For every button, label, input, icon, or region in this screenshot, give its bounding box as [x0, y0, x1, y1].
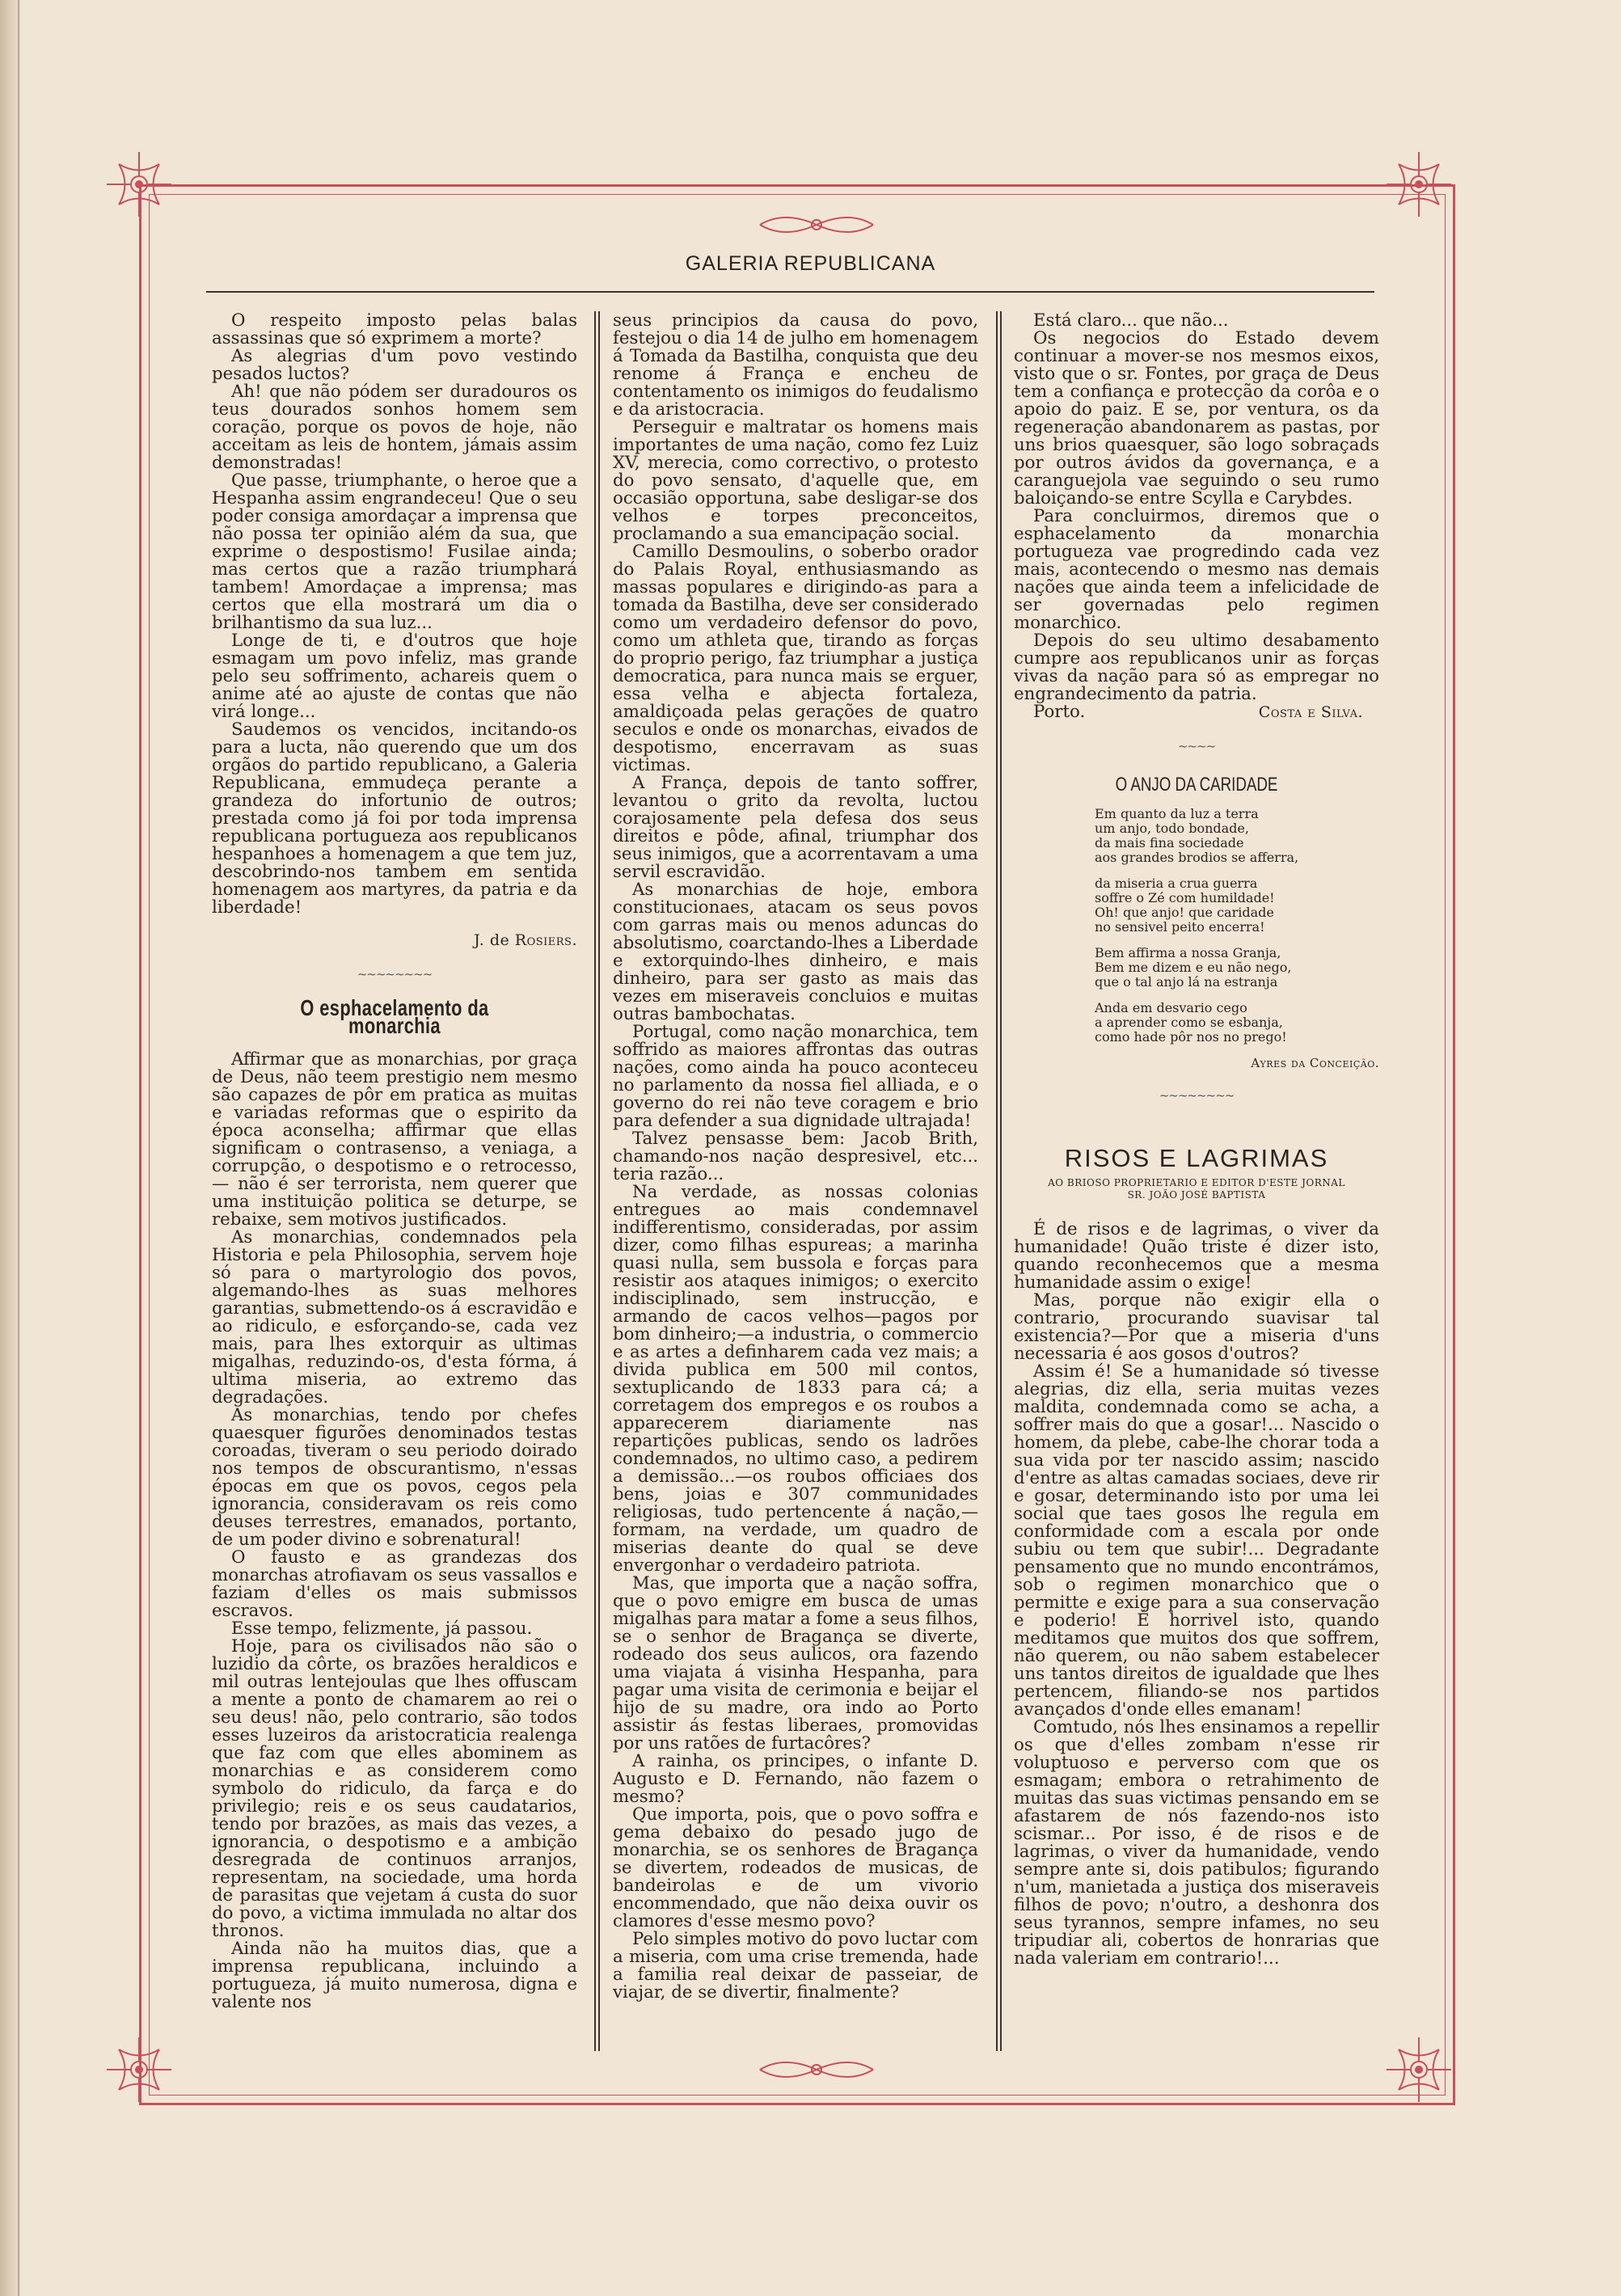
- paragraph: A França, depois de tanto soffrer, levantou o grito da revolta, luctou corajosamente pela defesa dos seus direitos e pôde, afinal, triumphar dos seus inimigos, que a acorrentavam a uma servil escravidão.: [613, 773, 978, 882]
- paragraph: Comtudo, nós lhes ensinamos a repellir os que d'elles zombam n'esse rir voluptuoso e perverso com que os esmagam; embora o retrahimento de muitas das suas victimas pensando em se afastarem de nós fazendo-nos isto scismar... Por isso, é de risos e de lagrimas, o viver da humanidade, vendo sempre ante si, dois patibulos; figurando n'um, manietada a justiça dos miseraveis filhos de povo; n'outro, a deshonra dos seus tyrannos, sempre infames, no seu tripudiar ali, cobertos de honrarias que nada valeriam em contrario!...: [1014, 1717, 1379, 1969]
- poem-title: O ANJO DA CARIDADE: [1115, 774, 1278, 796]
- paragraph: Mas, porque não exigir ella o contrario, procurando suavisar tal existencia?—Por que a miseria d'uns necessaria é aos gosos d'outros?: [1014, 1290, 1379, 1364]
- paragraph: Portugal, como nação monarchica, tem soffrido as maiores affrontas das outras nações, como ainda ha pouco aconteceu no parlamento da nossa fiel alliada, e o governo do rei não teve coragem e brio para defender a sua dignidade ultrajada!: [613, 1022, 978, 1131]
- paragraph: Que passe, triumphante, o heroe que a Hespanha assim engrandeceu! Que o seu poder consiga amordaçar a imprensa que não possa ter opinião além da sua, que exprime o despostismo! Fusilae ainda; mas certos que a razão triumphará tambem! Amordaçae a imprensa; mas certos que ella mostrará um dia o brilhantismo da sua luz...: [212, 471, 577, 633]
- section-divider: ~~~~: [1177, 739, 1216, 753]
- poem-line: da miseria a crua guerra: [1095, 876, 1258, 891]
- article-signature: [212, 931, 577, 949]
- poem-line: aos grandes brodios se afferra,: [1095, 850, 1299, 865]
- poem-line: que o tal anjo lá na estranja: [1095, 974, 1278, 990]
- paragraph: As monarchias, condemnados pela Historia e pela Philosophia, servem hoje só para o martyrologio dos povos, algemando-lhes as suas melhores garantias, submettendo-os á escravidão e ao ridiculo, e esforçando-se, cada vez mais, para lhes extorquir as ultimas migalhas, reduzindo-os, d'esta fórma, á ultima miseria, ao extremo das degradações.: [212, 1227, 577, 1408]
- poem-line: um anjo, todo bondade,: [1095, 821, 1249, 836]
- paragraph: Assim é! Se a humanidade só tivesse alegrias, diz ella, seria muitas vezes maldita, condemnada como se acha, a soffrer mais do que a gosar!... Nascido o homem, da plebe, cabe-lhe chorar toda a sua vida por ter nascido assim; nascido d'entre as altas camadas sociaes, deve rir e gosar, determinando isto por uma lei social que taes gosos lhe regula em conformidade com a escala por onde subiu ou tem que subir!... Degradante pensamento que no mundo encontrámos, sob o regimen monarchico que o permitte e exige para a sua conservação e poderio! É horrivel isto, quando meditamos que muitos dos que soffrem, não querem, ou não sabem estabelecer uns tantos direitos de igualdade que lhes pertencem, filiando-se nos partidos avançados d'onde elles emanam!: [1014, 1361, 1379, 1720]
- binding-edge: [18, 0, 19, 2296]
- paragraph: Mas, que importa que a nação soffra, que o povo emigre em busca de umas migalhas para matar a fome a seus filhos, se o senhor de Bragança se diverte, rodeado dos seus aulicos, ora fazendo uma viajata á visinha Hespanha, para pagar uma visita de cerimonia e beijar el hijo de su madre, ora indo ao Porto assistir ás festas liberaes, promovidas por uns ratões de furtacôres?: [613, 1573, 978, 1754]
- paragraph: Perseguir e maltratar os homens mais importantes de uma nação, como fez Luiz XV, merecia, como correctivo, o protesto do povo sensato, d'aquelle que, em occasião opportuna, sabe desligar-se dos velhos e torpes preconceitos, proclamando a sua emancipação social.: [613, 417, 978, 544]
- corner-flourish-icon: [1382, 148, 1455, 221]
- paragraph: Hoje, para os civilisados não são o luzidio da côrte, os brazões heraldicos e mil outras lentejoulas que lhes offuscam a mente a ponto de chamarem ao rei o seu deus! não, pelo contrario, são todos esses luzeiros da aristocraticia realenga que faz com que elles abominem as monarchias e as considerem como symbolo do ridiculo, da farça e do privilegio; reis e os seus caudatarios, tendo por brazões, as mais das vezes, a ignorancia, o despotismo e a ambição desregrada de continuos arranjos, representam, na sociedade, uma horda de parasitas que vejetam á custa do suor do povo, a victima immulada no altar dos thronos.: [212, 1636, 577, 1941]
- column-rule: [594, 311, 596, 2051]
- scroll-ornament-icon: [752, 2053, 881, 2086]
- paragraph: Ainda não ha muitos dias, que a imprensa republicana, incluindo a portugueza, já muito numerosa, digna e valente nos: [212, 1939, 577, 2012]
- article-title: RISOS E LAGRIMAS: [1064, 1144, 1329, 1172]
- dateline: [1014, 703, 1379, 721]
- paragraph: Na verdade, as nossas colonias entregues ao mais condemnavel indifferentismo, consideradas, por assim dizer, como filhas espureas; a marinha quasi nulla, sem bussola e forças para resistir aos ataques inimigos; o exercito indisciplinado, sem instrucção, e armando de cacos velhos—pagos por bom dinheiro;—a industria, o commercio e as artes a definharem cada vez mais; a divida publica em 500 mil contos, sextuplicando de 1833 para cá; a corretagem dos empregos e os roubos a apparecerem diariamente nas repartições publicas, sendo os ladrões condemnados, no ultimo caso, a pedirem a demissão...—os roubos officiaes dos bens, joias e 307 communidades religiosas, tudo pertencente á nação,—formam, na verdade, um quadro de miserias deante do qual se deve envergonhar o verdadeiro patriota.: [613, 1182, 978, 1576]
- column-rule: [1000, 311, 1002, 2051]
- paragraph: As alegrias d'um povo vestindo pesados luctos?: [212, 346, 577, 384]
- author-signature: Costa e Silva.: [1258, 703, 1363, 721]
- paragraph: Longe de ti, e d'outros que hoje esmagam um povo infeliz, mas grande pelo seu soffrimento, achareis quem o anime até ao ajuste de contas que não virá longe...: [212, 631, 577, 722]
- paragraph: Talvez pensasse bem: Jacob Brith, chamando-nos nação despresivel, etc... teria razão...: [613, 1129, 978, 1184]
- section-divider: ~~~~~~~~: [357, 967, 433, 981]
- column-3: [1014, 312, 1379, 1968]
- corner-flourish-icon: [103, 148, 175, 221]
- corner-flourish-icon: [1382, 2033, 1455, 2106]
- poem-line: soffre o Zé com humildade!: [1095, 890, 1275, 905]
- dedication-line: SR. JOÃO JOSÉ BAPTISTA: [1127, 1189, 1266, 1201]
- signature-name: Rosiers.: [514, 931, 577, 949]
- poem-line: a aprender como se esbanja,: [1095, 1015, 1283, 1030]
- paragraph: Para concluirmos, diremos que o esphacelamento da monarchia portugueza vae progredindo cada vez mais, acontecendo o mesmo nas demais nações que ainda teem a infelicidade de ser governadas pelo regimen monarchico.: [1014, 506, 1379, 633]
- paragraph: seus principios da causa do povo, festejou o dia 14 de julho em homenagem á Tomada da Bastilha, conquista que deu renome á França e encheu de contentamento os inimigos do feudalismo e da aristocracia.: [613, 310, 978, 420]
- poem-line: Anda em desvario cego: [1095, 1000, 1247, 1015]
- column-rule: [598, 311, 600, 2051]
- paragraph: Saudemos os vencidos, incitando-os para a lucta, não querendo que um dos orgãos do partido republicano, a Galeria Republicana, emmudeça perante a grandeza do infortunio de outros; prestada como já foi por toda imprensa republicana portugueza aos republicanos hespanhoes a homenagem a que tem juz, descobrindo-nos tambem em sentida homenagem aos martyres, da patria e da liberdade!: [212, 720, 577, 918]
- paragraph: Camillo Desmoulins, o soberbo orador do Palais Royal, enthusiasmando as massas populares e dirigindo-as para a tomada da Bastilha, deve ser considerado como um verdadeiro defensor do povo, como um athleta que, tirando as forças do proprio perigo, faz triumphar a justiça democratica, para nunca mais se erguer, essa velha e abjecta fortaleza, amaldiçoada pelas gerações de quatro seculos e onde os monarchas, eivados de despotismo, encerravam as suas victimas.: [613, 542, 978, 775]
- poem-stanza: [1095, 876, 1379, 935]
- paragraph: A rainha, os principes, o infante D. Augusto e D. Fernando, não fazem o mesmo?: [613, 1751, 978, 1807]
- place: Porto.: [1033, 702, 1086, 722]
- column-1: [212, 312, 577, 2011]
- paragraph: Ah! que não pódem ser duradouros os teus dourados sonhos homem sem coração, porque os povos de hoje, não acceitam as leis de hontem, jámais assim demonstradas!: [212, 382, 577, 473]
- paragraph: As monarchias de hoje, embora constitucionaes, atacam os seus povos com garras mais ou menos aduncas do absolutismo, coarctando-lhes a Liberdade e extorquindo-lhes dinheiro, e mais dinheiro, para ser gasto as mais das vezes em miseraveis concluios e muitas outras bambochatas.: [613, 880, 978, 1024]
- paragraph: Está claro... que não...: [1033, 310, 1229, 331]
- poem-line: como hade pôr nos no prego!: [1095, 1029, 1287, 1045]
- signature-initial: J. de: [474, 931, 515, 949]
- dedication: [1014, 1177, 1379, 1201]
- paragraph: Pelo simples motivo do povo luctar com a miseria, com uma crise tremenda, hade a familia real deixar de passeiar, de viajar, de se divertir, finalmente?: [613, 1929, 978, 2003]
- corner-flourish-icon: [103, 2033, 175, 2106]
- poem: [1095, 807, 1379, 1070]
- poem-stanza: [1095, 946, 1379, 990]
- paragraph: Que importa, pois, que o povo soffra e gema debaixo do pesado jugo de monarchia, se os senhores de Bragança se divertem, rodeados de musicas, de bandeirolas e de um vivorio encommendado, que não deixa ouvir os clamores d'esse mesmo povo?: [613, 1804, 978, 1931]
- poem-line: Bem affirma a nossa Granja,: [1095, 945, 1281, 960]
- article-title: O esphacelamento da monarchia: [300, 995, 489, 1038]
- poem-author: Ayres da Conceição.: [1251, 1056, 1379, 1070]
- paragraph: Os negocios do Estado devem continuar a mover-se nos mesmos eixos, visto que o sr. Fontes, por graça de Deus tem a confiança e protecção da corôa e o apoio do paiz. E se, por ventura, os da regeneração abandonarem as pastas, por uns brios quaesquer, são logo sobraçads por outros ávidos da governança, e a caranguejola vae seguindo o seu rumo baloiçando-se entre Scylla e Carybdes.: [1014, 328, 1379, 509]
- scroll-ornament-icon: [752, 209, 881, 241]
- poem-stanza: [1095, 807, 1379, 865]
- paragraph: Esse tempo, felizmente, já passou.: [231, 1619, 533, 1639]
- header-rule: [206, 291, 1374, 293]
- section-divider: ~~~~~~~~: [1159, 1088, 1235, 1103]
- paragraph: As monarchias, tendo por chefes quaesquer figurões denominados testas coroadas, tiveram o seu periodo doirado nos tempos de obscurantismo, n'essas épocas em que os povos, cegos pela ignorancia, consideravam os reis como deuses terrestres, emanados, portanto, de um poder divino e sobrenatural!: [212, 1405, 577, 1550]
- paragraph: O fausto e as grandezas dos monarchas atrofiavam os seus vassallos e faziam d'elles os mais submissos escravos.: [212, 1547, 577, 1621]
- column-2: [613, 312, 978, 2002]
- paragraph: Depois do seu ultimo desabamento cumpre aos republicanos unir as forças vivas da nação para só as empregar no engrandecimento da patria.: [1014, 631, 1379, 704]
- dedication-line: AO BRIOSO PROPRIETARIO E EDITOR D'ESTE JORNAL: [1048, 1177, 1345, 1188]
- poem-line: Bem me dizem e eu não nego,: [1095, 960, 1292, 975]
- paragraph: O respeito imposto pelas balas assassinas que só exprimem a morte?: [212, 310, 577, 348]
- column-rule: [996, 311, 998, 2051]
- poem-line: no sensivel peito encerra!: [1095, 919, 1265, 935]
- paragraph: É de risos e de lagrimas, o viver da humanidade! Quão triste é dizer isto, quando reconhecemos que a mesma humanidade assim o exige!: [1014, 1219, 1379, 1293]
- poem-stanza: [1095, 1001, 1379, 1045]
- poem-line: da mais fina sociedade: [1095, 835, 1244, 850]
- poem-line: Em quanto da luz a terra: [1095, 806, 1259, 821]
- poem-line: Oh! que anjo! que caridade: [1095, 905, 1274, 920]
- paragraph: Affirmar que as monarchias, por graça de Deus, não teem prestigio nem mesmo são capazes de pôr em pratica as muitas e variadas reformas que o espirito da época aconselha; affirmar que ellas significam o contrasenso, a veniaga, a corrupção, o despotismo e o retrocesso,— não é ser terrorista, nem querer que uma instituição politica se deturpe, se rebaixe, sem motivos justificados.: [212, 1049, 577, 1230]
- page-header-title: GALERIA REPUBLICANA: [685, 252, 936, 275]
